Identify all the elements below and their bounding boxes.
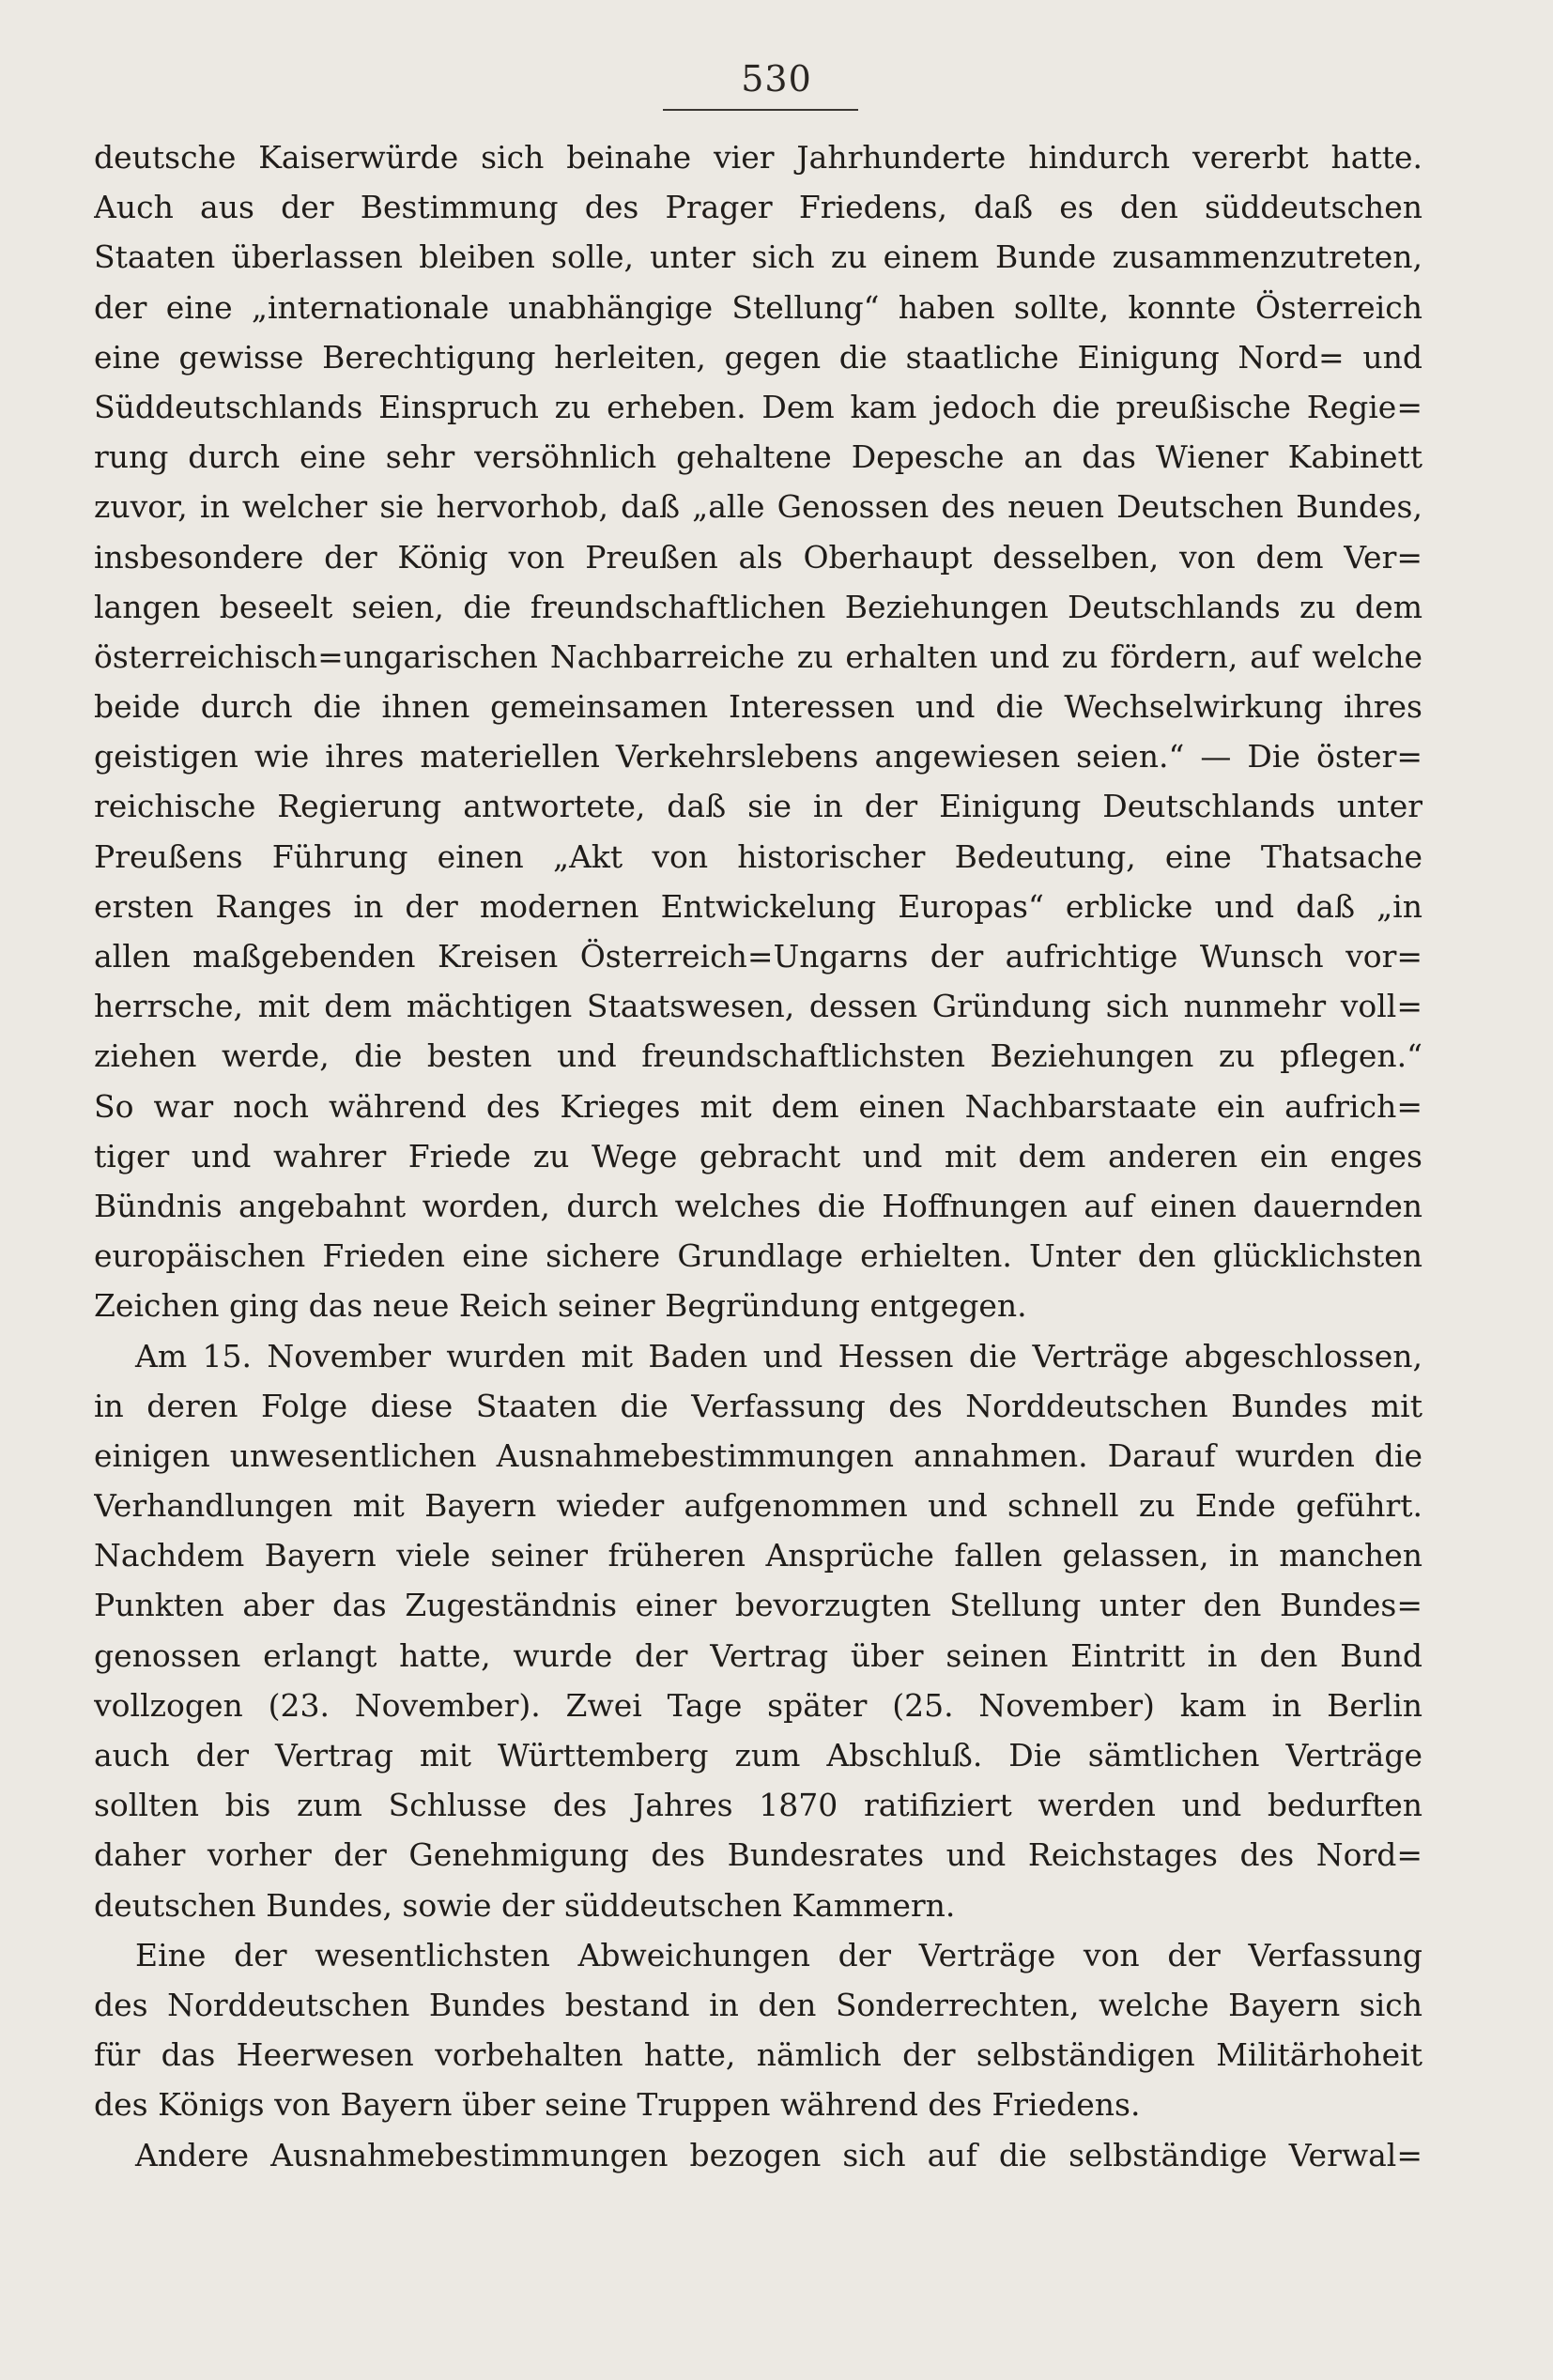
text-line: Eine der wesentlichsten Abweichungen der Verträge von der Verfassung xyxy=(135,1936,1422,1973)
text-line: des Norddeutschen Bundes bestand in den Sonderrechten, welche Bayern sich xyxy=(94,1986,1422,2023)
text-line: Preußens Führung einen „Akt von historischer Bedeutung, eine Thatsache xyxy=(94,837,1422,875)
text-line: sollten bis zum Schlusse des Jahres 1870 ratifiziert werden und bedurften xyxy=(94,1787,1422,1824)
text-line: ersten Ranges in der modernen Entwickelung Europas“ erblicke und daß „in xyxy=(94,887,1422,925)
text-line: So war noch während des Krieges mit dem einen Nachbarstaate ein aufrich= xyxy=(94,1087,1422,1125)
text-line: deutschen Bundes, sowie der süddeutschen Kammern. xyxy=(94,1886,956,1924)
text-line: herrsche, mit dem mächtigen Staatswesen, dessen Gründung sich nunmehr voll= xyxy=(94,988,1422,1025)
text-line: auch der Vertrag mit Württemberg zum Abschluß. Die sämtlichen Verträge xyxy=(94,1737,1422,1773)
text-line: des Königs von Bayern über seine Truppen während des Friedens. xyxy=(94,2086,1141,2124)
paragraph xyxy=(94,2130,1422,2180)
text-line: genossen erlangt hatte, wurde der Vertrag über seinen Eintritt in den Bund xyxy=(94,1636,1422,1674)
text-line: eine gewisse Berechtigung herleiten, gegen die staatliche Einigung Nord= und xyxy=(94,338,1422,376)
paragraph xyxy=(94,1930,1422,2130)
text-line: für das Heerwesen vorbehalten hatte, nämlich der selbständigen Militärhoheit xyxy=(94,2036,1422,2074)
text-line: Andere Ausnahmebestimmungen bezogen sich auf die selbständige Verwal= xyxy=(135,2136,1422,2173)
text-line: Verhandlungen mit Bayern wieder aufgenommen und schnell zu Ende geführt. xyxy=(94,1487,1422,1525)
text-line: geistigen wie ihres materiellen Verkehrslebens angewiesen seien.“ — Die öster= xyxy=(94,738,1422,775)
text-line: Zeichen ging das neue Reich seiner Begründung entgegen. xyxy=(94,1287,1027,1325)
text-line: langen beseelt seien, die freundschaftlichen Beziehungen Deutschlands zu dem xyxy=(94,588,1422,625)
text-body xyxy=(94,132,1422,2180)
text-line: deutsche Kaiserwürde sich beinahe vier Jahrhunderte hindurch vererbt hatte. xyxy=(94,139,1422,176)
page-number-rule xyxy=(663,109,858,111)
text-line: Auch aus der Bestimmung des Prager Friedens, daß es den süddeutschen xyxy=(94,189,1422,226)
text-line: tiger und wahrer Friede zu Wege gebracht und mit dem anderen ein enges xyxy=(94,1137,1422,1175)
text-line: Süddeutschlands Einspruch zu erheben. Dem kam jedoch die preußische Regie= xyxy=(94,388,1422,425)
text-line: insbesondere der König von Preußen als Oberhaupt desselben, von dem Ver= xyxy=(94,538,1422,576)
text-line: daher vorher der Genehmigung des Bundesrates und Reichstages des Nord= xyxy=(94,1836,1422,1874)
text-line: beide durch die ihnen gemeinsamen Interessen und die Wechselwirkung ihres xyxy=(94,688,1422,726)
text-line: reichische Regierung antwortete, daß sie in der Einigung Deutschlands unter xyxy=(94,788,1422,825)
text-line: Staaten überlassen bleiben solle, unter sich zu einem Bunde zusammenzutreten, xyxy=(94,238,1422,276)
text-line: allen maßgebenden Kreisen Österreich=Ungarns der aufrichtige Wunsch vor= xyxy=(94,938,1422,975)
text-line: Bündnis angebahnt worden, durch welches die Hoffnungen auf einen dauernden xyxy=(94,1187,1422,1224)
text-line: Punkten aber das Zugeständnis einer bevorzugten Stellung unter den Bundes= xyxy=(94,1587,1422,1624)
page-number: 530 xyxy=(741,58,812,100)
text-line: rung durch eine sehr versöhnlich gehaltene Depesche an das Wiener Kabinett xyxy=(94,438,1422,476)
text-line: der eine „internationale unabhängige Stellung“ haben sollte, konnte Österreich xyxy=(94,288,1422,326)
text-line: einigen unwesentlichen Ausnahmebestimmungen annahmen. Darauf wurden die xyxy=(94,1436,1422,1474)
text-line: europäischen Frieden eine sichere Grundlage erhielten. Unter den glücklichsten xyxy=(94,1237,1422,1275)
paragraph xyxy=(94,1331,1422,1930)
text-line: in deren Folge diese Staaten die Verfassung des Norddeutschen Bundes mit xyxy=(94,1387,1422,1424)
paragraph xyxy=(94,132,1422,1331)
text-line: Am 15. November wurden mit Baden und Hessen die Verträge abgeschlossen, xyxy=(135,1337,1422,1374)
text-line: Nachdem Bayern viele seiner früheren Ansprüche fallen gelassen, in manchen xyxy=(94,1537,1422,1574)
text-line: vollzogen (23. November). Zwei Tage später (25. November) kam in Berlin xyxy=(94,1686,1422,1724)
text-line: zuvor, in welcher sie hervorhob, daß „alle Genossen des neuen Deutschen Bundes, xyxy=(94,488,1422,526)
text-line: österreichisch=ungarischen Nachbarreiche zu erhalten und zu fördern, auf welche xyxy=(94,637,1422,675)
text-line: ziehen werde, die besten und freundschaftlichsten Beziehungen zu pflegen.“ xyxy=(94,1037,1422,1075)
